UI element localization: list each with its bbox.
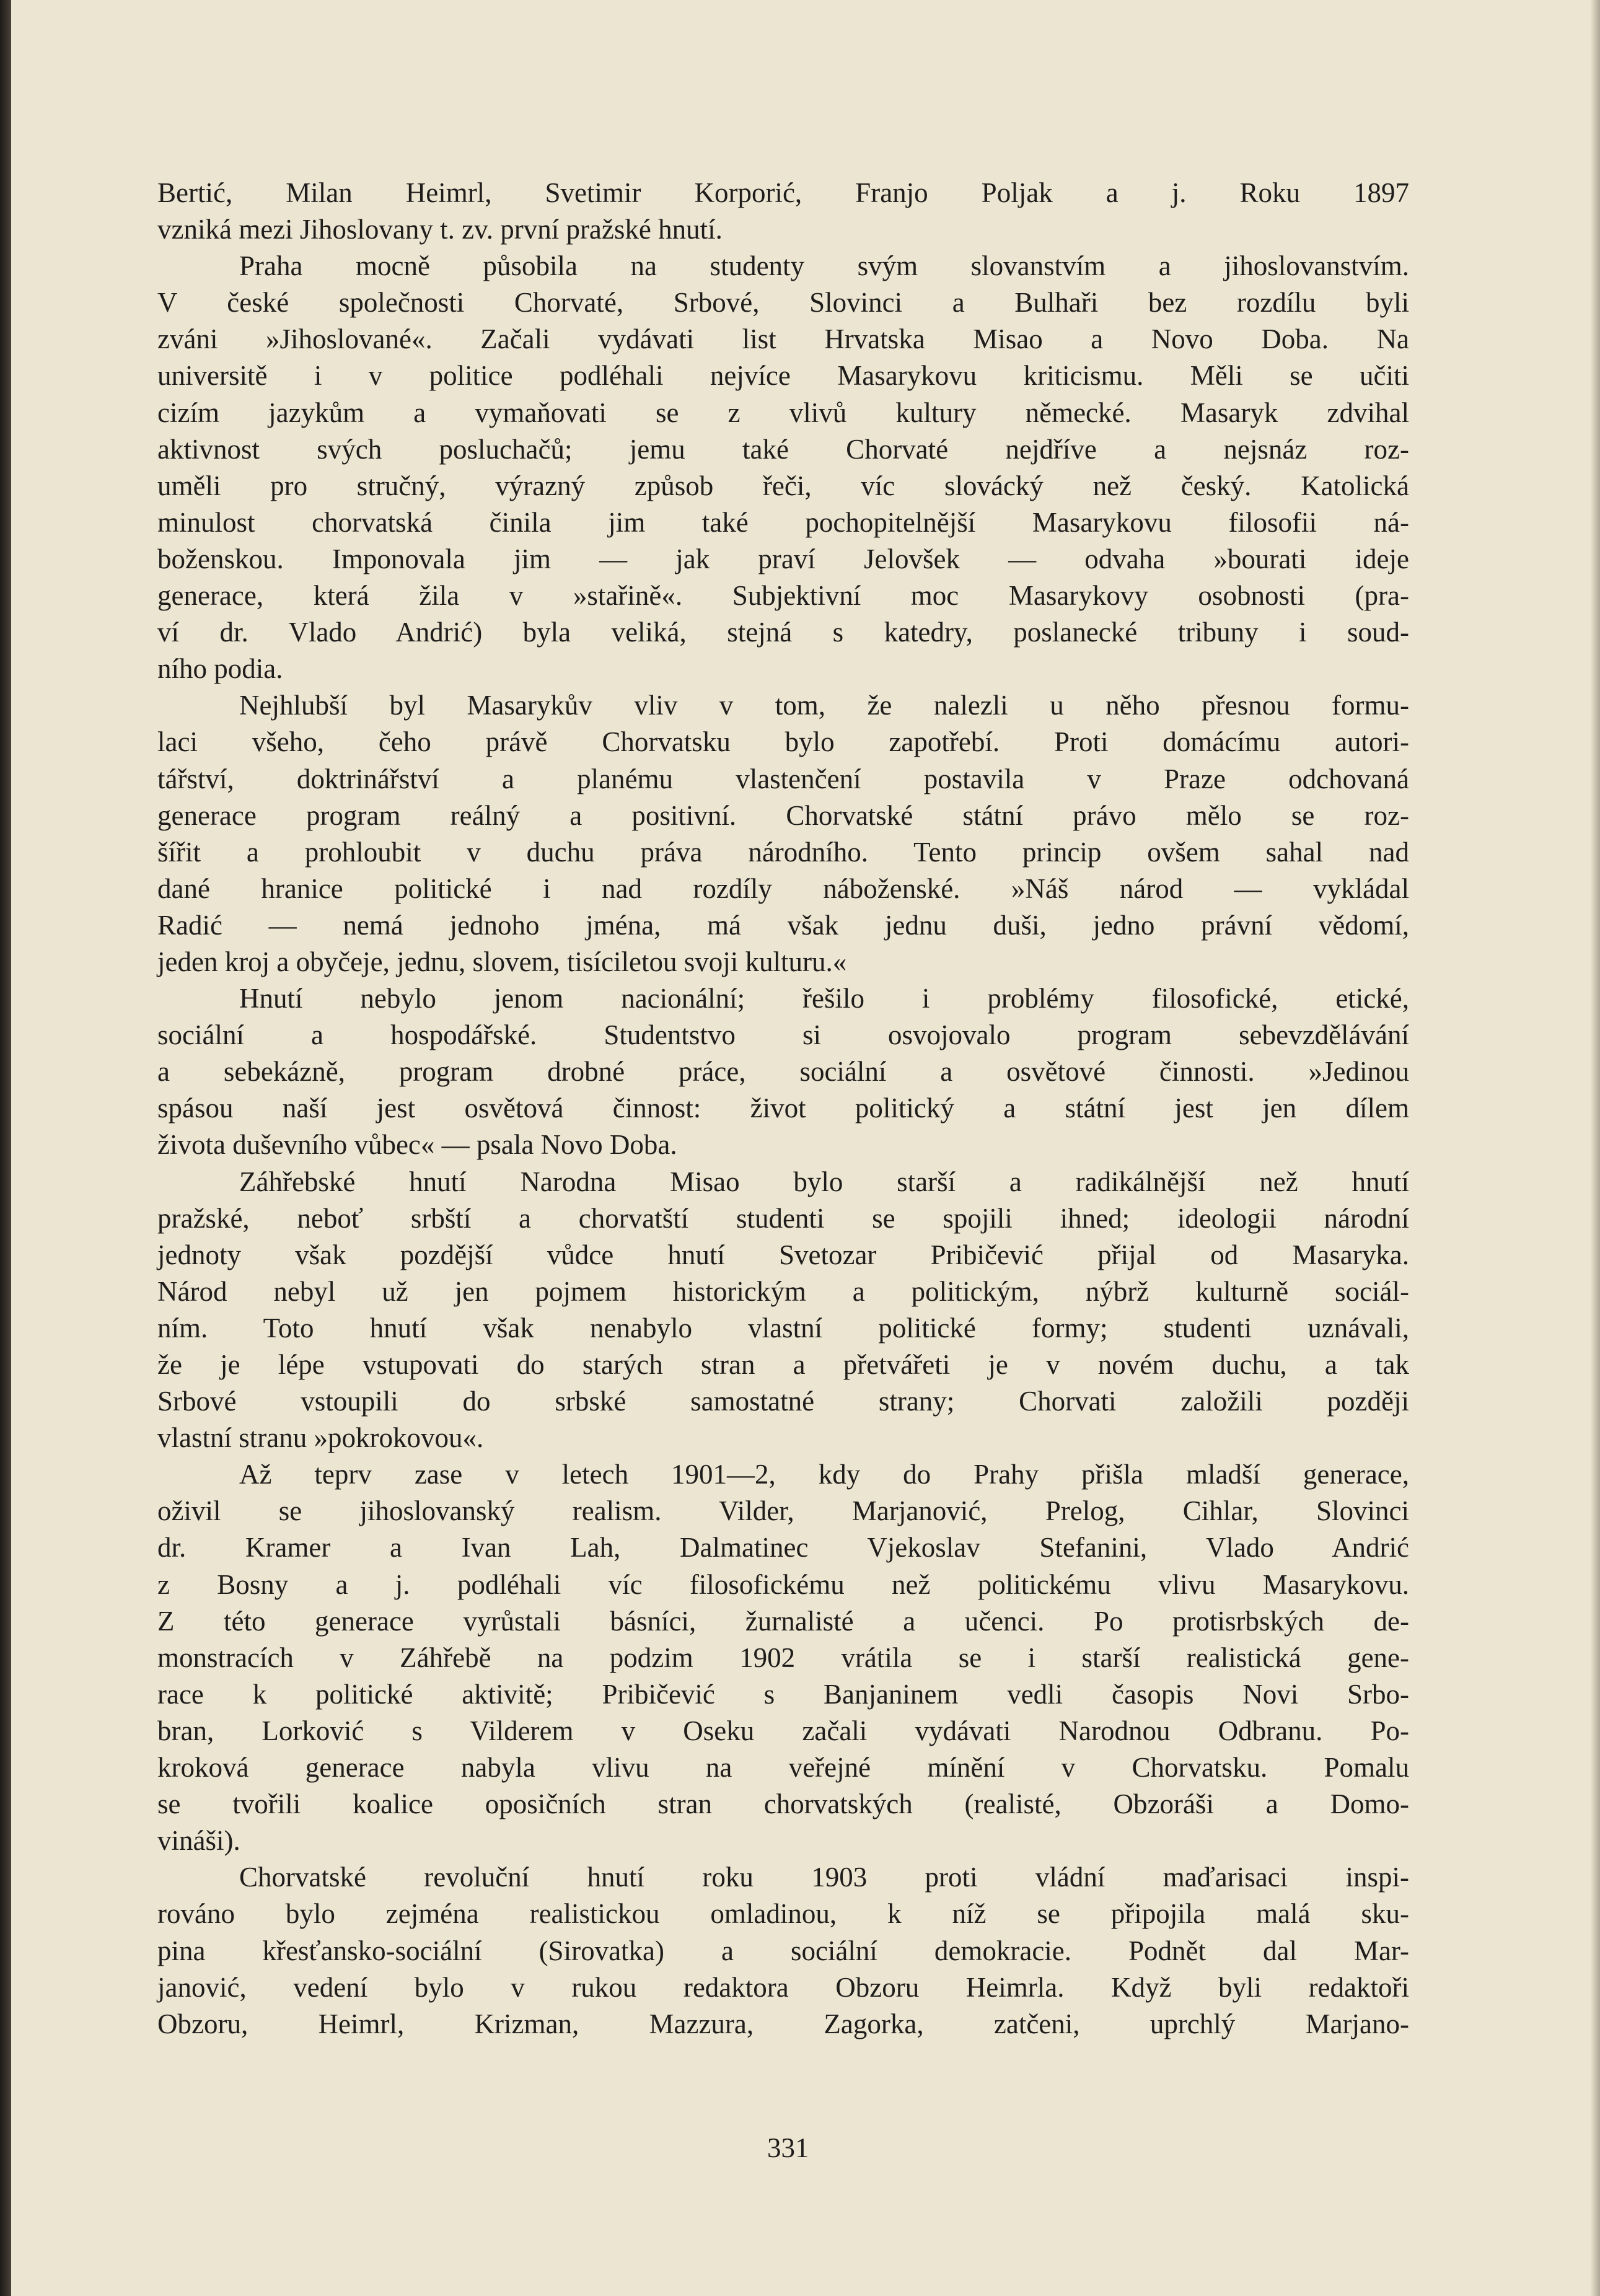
text-line: jeden kroj a obyčeje, jednu, slovem, tisíciletou svoji kulturu.«: [157, 946, 847, 977]
text-line: oživil se jihoslovanský realism. Vilder, Marjanović, Prelog, Cihlar, Slovinci: [157, 1495, 1409, 1527]
text-line: Nejhlubší byl Masarykův vliv v tom, že nalezli u něho přesnou formu-: [239, 690, 1409, 721]
text-line: dr. Kramer a Ivan Lah, Dalmatinec Vjekoslav Stefanini, Vlado Andrić: [157, 1532, 1409, 1564]
book-page: [11, 0, 1600, 2296]
text-line: vzniká mezi Jihoslovany t. zv. první pražské hnutí.: [157, 214, 723, 245]
text-line: ního podia.: [157, 653, 283, 685]
text-line: pražské, neboť srbští a chorvatští studenti se spojili ihned; ideologii národní: [157, 1202, 1409, 1234]
text-line: monstracích v Záhřebě na podzim 1902 vrátila se i starší realistická gene-: [157, 1642, 1409, 1673]
text-line: vlastní stranu »pokrokovou«.: [157, 1422, 484, 1454]
text-line: pina křesťansko-sociální (Sirovatka) a sociální demokracie. Podnět dal Mar-: [157, 1935, 1409, 1966]
page-edge-shadow: [1590, 0, 1600, 2296]
text-line: života duševního vůbec« — psala Novo Doba.: [157, 1129, 677, 1161]
text-line: sociální a hospodářské. Studentstvo si osvojovalo program sebevzdělávání: [157, 1019, 1409, 1051]
text-line: Praha mocně působila na studenty svým slovanstvím a jihoslovanstvím.: [239, 250, 1409, 282]
text-line: ním. Toto hnutí však nenabylo vlastní politické formy; studenti uznávali,: [157, 1312, 1409, 1344]
text-line: generace, která žila v »stařině«. Subjektivní moc Masarykovy osobnosti (pra-: [157, 580, 1409, 612]
text-line: dané hranice politické i nad rozdíly náboženské. »Náš národ — vykládal: [157, 873, 1409, 904]
text-line: V české společnosti Chorvaté, Srbové, Slovinci a Bulhaři bez rozdílu byli: [157, 287, 1409, 319]
text-line: se tvořili koalice oposičních stran chorvatských (realisté, Obzoráši a Domo-: [157, 1788, 1409, 1820]
text-line: šířit a prohloubit v duchu práva národního. Tento princip ovšem sahal nad: [157, 836, 1409, 868]
text-line: Srbové vstoupili do srbské samostatné strany; Chorvati založili později: [157, 1386, 1409, 1417]
text-line: boženskou. Imponovala jim — jak praví Jelovšek — odvaha »bourati ideje: [157, 543, 1409, 574]
text-line: a sebekázně, program drobné práce, sociální a osvětové činnosti. »Jedinou: [157, 1056, 1409, 1088]
text-line: kroková generace nabyla vlivu na veřejné mínění v Chorvatsku. Pomalu: [157, 1752, 1409, 1784]
text-line: janović, vedení bylo v rukou redaktora Obzoru Heimrla. Když byli redaktoři: [157, 1971, 1409, 2003]
text-line: Záhřebské hnutí Narodna Misao bylo starší a radikálnější než hnutí: [239, 1166, 1409, 1197]
text-line: Bertić, Milan Heimrl, Svetimir Korporić, Franjo Poljak a j. Roku 1897: [157, 177, 1409, 208]
text-line: race k politické aktivitě; Pribičević s Banjaninem vedli časopis Novi Srbo-: [157, 1678, 1409, 1710]
text-line: tářství, doktrinářství a planému vlastenčení postavila v Praze odchovaná: [157, 763, 1409, 794]
text-line: Chorvatské revoluční hnutí roku 1903 proti vládní maďarisaci inspi-: [239, 1862, 1409, 1893]
text-line: universitě i v politice podléhali nejvíce Masarykovu kriticismu. Měli se učiti: [157, 360, 1409, 392]
body-text: [157, 175, 1409, 2043]
text-line: vináši).: [157, 1825, 240, 1857]
text-line: laci všeho, čeho právě Chorvatsku bylo zapotřebí. Proti domácímu autori-: [157, 726, 1409, 758]
text-line: Až teprv zase v letech 1901—2, kdy do Prahy přišla mladší generace,: [239, 1459, 1409, 1490]
text-line: ví dr. Vlado Andrić) byla veliká, stejná s katedry, poslanecké tribuny i soud-: [157, 617, 1409, 648]
book-spine-shadow: [0, 0, 11, 2296]
text-line: bran, Lorković s Vilderem v Oseku začali vydávati Narodnou Odbranu. Po-: [157, 1715, 1409, 1746]
text-line: zváni »Jihoslované«. Začali vydávati list Hrvatska Misao a Novo Doba. Na: [157, 323, 1409, 355]
text-line: cizím jazykům a vymaňovati se z vlivů kultury německé. Masaryk zdvihal: [157, 397, 1409, 428]
text-line: uměli pro stručný, výrazný způsob řeči, víc slovácký než český. Katolická: [157, 470, 1409, 501]
text-line: aktivnost svých posluchačů; jemu také Chorvaté nejdříve a nejsnáz roz-: [157, 433, 1409, 465]
text-line: Radić — nemá jednoho jména, má však jednu duši, jedno právní vědomí,: [157, 909, 1409, 941]
text-line: Národ nebyl už jen pojmem historickým a politickým, nýbrž kulturně sociál-: [157, 1275, 1409, 1307]
text-line: minulost chorvatská činila jim také pochopitelnější Masarykovu filosofii ná-: [157, 506, 1409, 538]
text-line: rováno bylo zejména realistickou omladinou, k níž se připojila malá sku-: [157, 1898, 1409, 1930]
text-line: z Bosny a j. podléhali víc filosofickému než politickému vlivu Masarykovu.: [157, 1568, 1409, 1600]
text-line: že je lépe vstupovati do starých stran a přetvářeti je v novém duchu, a tak: [157, 1349, 1409, 1380]
text-line: Hnutí nebylo jenom nacionální; řešilo i problémy filosofické, etické,: [239, 983, 1409, 1014]
text-line: jednoty však pozdější vůdce hnutí Svetozar Pribičević přijal od Masaryka.: [157, 1239, 1409, 1270]
text-line: spásou naší jest osvětová činnost: život politický a státní jest jen dílem: [157, 1093, 1409, 1124]
page-number: 331: [767, 2132, 809, 2163]
text-line: generace program reálný a positivní. Chorvatské státní právo mělo se roz-: [157, 799, 1409, 831]
text-line: Obzoru, Heimrl, Krizman, Mazzura, Zagorka, zatčeni, uprchlý Marjano-: [157, 2008, 1409, 2039]
text-line: Z této generace vyrůstali básníci, žurnalisté a učenci. Po protisrbských de-: [157, 1605, 1409, 1637]
